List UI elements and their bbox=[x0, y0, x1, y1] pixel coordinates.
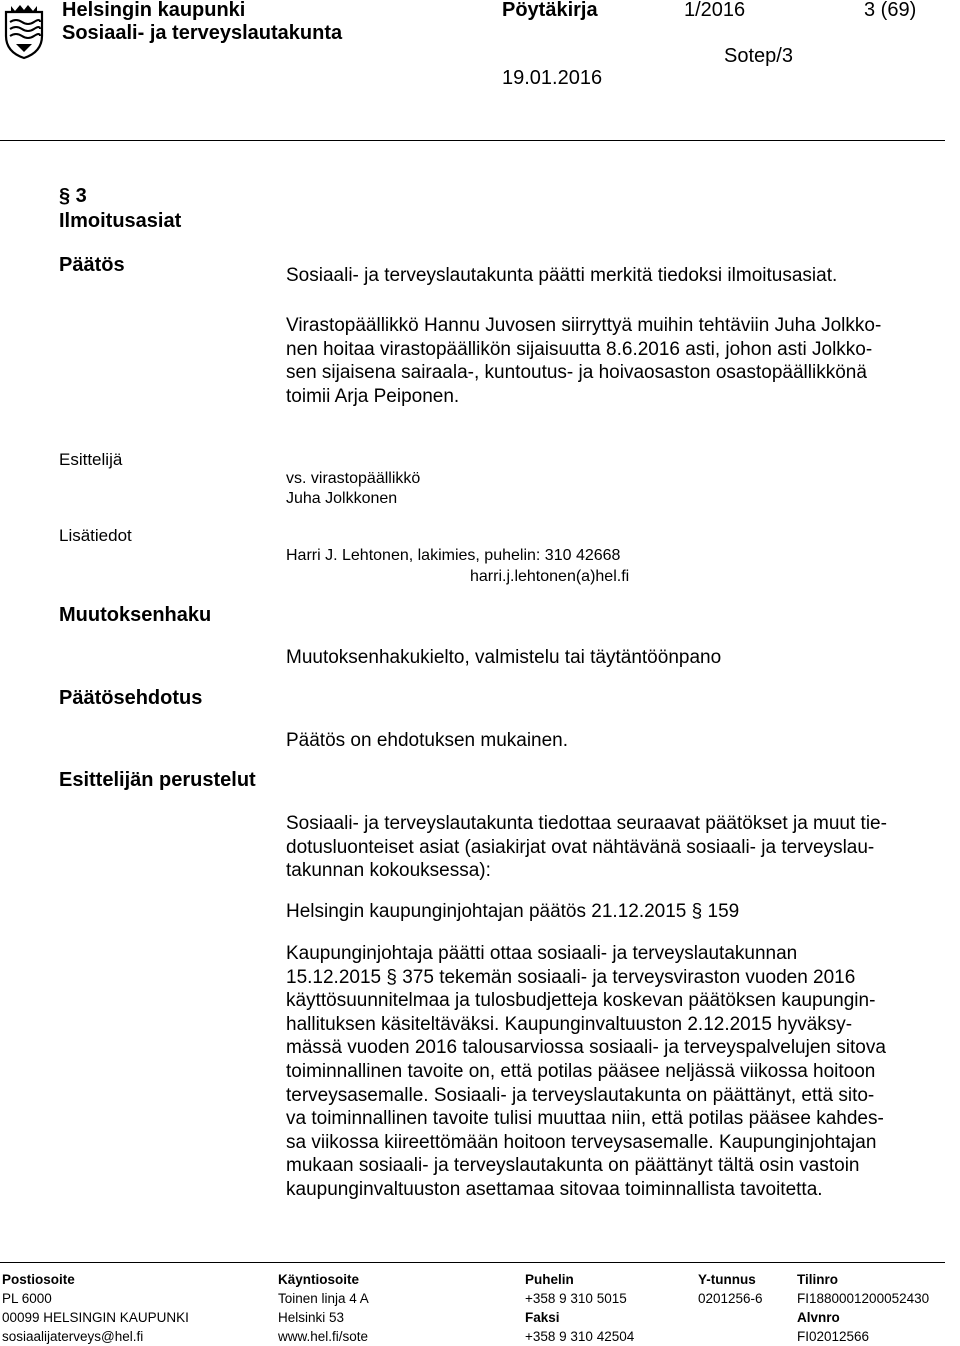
city-crest-logo bbox=[2, 2, 46, 60]
footer-postal: Postiosoite PL 6000 00099 HELSINGIN KAUPUNKI sosiaalijaterveys@hel.fi bbox=[2, 1272, 189, 1344]
contact-email[interactable]: harri.j.lehtonen(a)hel.fi bbox=[470, 568, 630, 585]
contact-line: Harri J. Lehtonen, lakimies, puhelin: 310 42668 bbox=[286, 547, 621, 564]
meeting-date: 19.01.2016 bbox=[502, 67, 603, 89]
section-code: Sotep/3 bbox=[724, 45, 793, 67]
presenter-name: Juha Jolkkonen bbox=[286, 490, 398, 507]
proposal-text: Päätös on ehdotuksen mukainen. bbox=[286, 730, 569, 751]
mayor-paragraph: Kaupunginjohtaja päätti ottaa sosiaali- ja terveyslautakunnan 15.12.2015 § 375 tekemän sosiaali- ja terveysviraston vuoden 2016 käyttösuunnitelmaa ja tulosbudjetteja koskevan päätöksen kaupungin- hallituksen käsiteltäväksi. Kaupunginvaltuuston 2.12.2015 hyväksy- mässä vuoden 2016 talousarviossa sosiaali- ja terveyspalvelujen sitova toiminnallinen tavoite on, että potilas pääsee neljässä viikossa hoitoon terveysasemalle. Sosiaali- ja terveyslautakunta on päättänyt, että sito- va toiminnallinen tavoite tulisi muuttaa niin, että potilas pääsee kahdes- sa viikossa kiireettömään hoitoon terveysasemalle. Kaupunginjohtajan mukaan sosiaali- ja terveyslautakunta on päättänyt tältä osin vastoin kaupunginvaltuuston asettamaa sitovaa toiminnallista tavoitetta. bbox=[286, 943, 886, 1200]
document-type: Pöytäkirja bbox=[502, 0, 598, 21]
label-decision: Päätös bbox=[59, 254, 125, 276]
reasoning-paragraph: Sosiaali- ja terveyslautakunta tiedottaa seuraavat päätökset ja muut tie- dotusluonteiset asiat (asiakirjat ovat nähtävänä sosiaali- ja terveyslau- takunnan kokouksessa): bbox=[286, 813, 887, 882]
footer-phone: Puhelin +358 9 310 5015 Faksi +358 9 310 42504 bbox=[525, 1272, 635, 1344]
label-presenter: Esittelijä bbox=[59, 450, 123, 469]
label-proposal: Päätösehdotus bbox=[59, 687, 203, 709]
footer-account: Tilinro FI1880001200052430 Alvnro FI02012566 bbox=[797, 1272, 930, 1344]
section-number: § 3 bbox=[59, 185, 87, 207]
page-number: 3 (69) bbox=[864, 0, 917, 21]
footer-divider bbox=[0, 1262, 945, 1263]
decision-text: Sosiaali- ja terveyslautakunta päätti merkitä tiedoksi ilmoitusasiat. bbox=[286, 265, 838, 286]
footer-website[interactable]: www.hel.fi/sote bbox=[278, 1329, 369, 1344]
label-more-info: Lisätiedot bbox=[59, 526, 132, 545]
footer-email[interactable]: sosiaalijaterveys@hel.fi bbox=[2, 1329, 144, 1344]
section-title: Ilmoitusasiat bbox=[59, 210, 182, 232]
label-appeal: Muutoksenhaku bbox=[59, 604, 212, 626]
appeal-text: Muutoksenhakukielto, valmistelu tai täytäntöönpano bbox=[286, 647, 722, 668]
label-reasoning: Esittelijän perustelut bbox=[59, 769, 256, 791]
footer-business-id: Y-tunnus 0201256-6 bbox=[698, 1272, 763, 1306]
board-name: Sosiaali- ja terveyslautakunta bbox=[62, 22, 343, 44]
deputy-paragraph: Virastopäällikkö Hannu Juvosen siirryttyä muihin tehtäviin Juha Jolkko- nen hoitaa virastopäällikön sijaisuutta 8.6.2016 asti, johon asti Jolkko- sen sijaisena sairaala-, kuntoutus- ja hoivaosaston osastopäällikkönä toimii Arja Peiponen. bbox=[286, 315, 882, 407]
meeting-number: 1/2016 bbox=[684, 0, 746, 21]
mayor-decision-title: Helsingin kaupunginjohtajan päätös 21.12.2015 § 159 bbox=[286, 901, 740, 922]
footer-visiting: Käyntiosoite Toinen linja 4 A Helsinki 53 www.hel.fi/sote bbox=[278, 1272, 369, 1344]
presenter-role: vs. virastopäällikkö bbox=[286, 470, 421, 487]
header-divider bbox=[0, 140, 945, 141]
org-name: Helsingin kaupunki bbox=[62, 0, 246, 21]
